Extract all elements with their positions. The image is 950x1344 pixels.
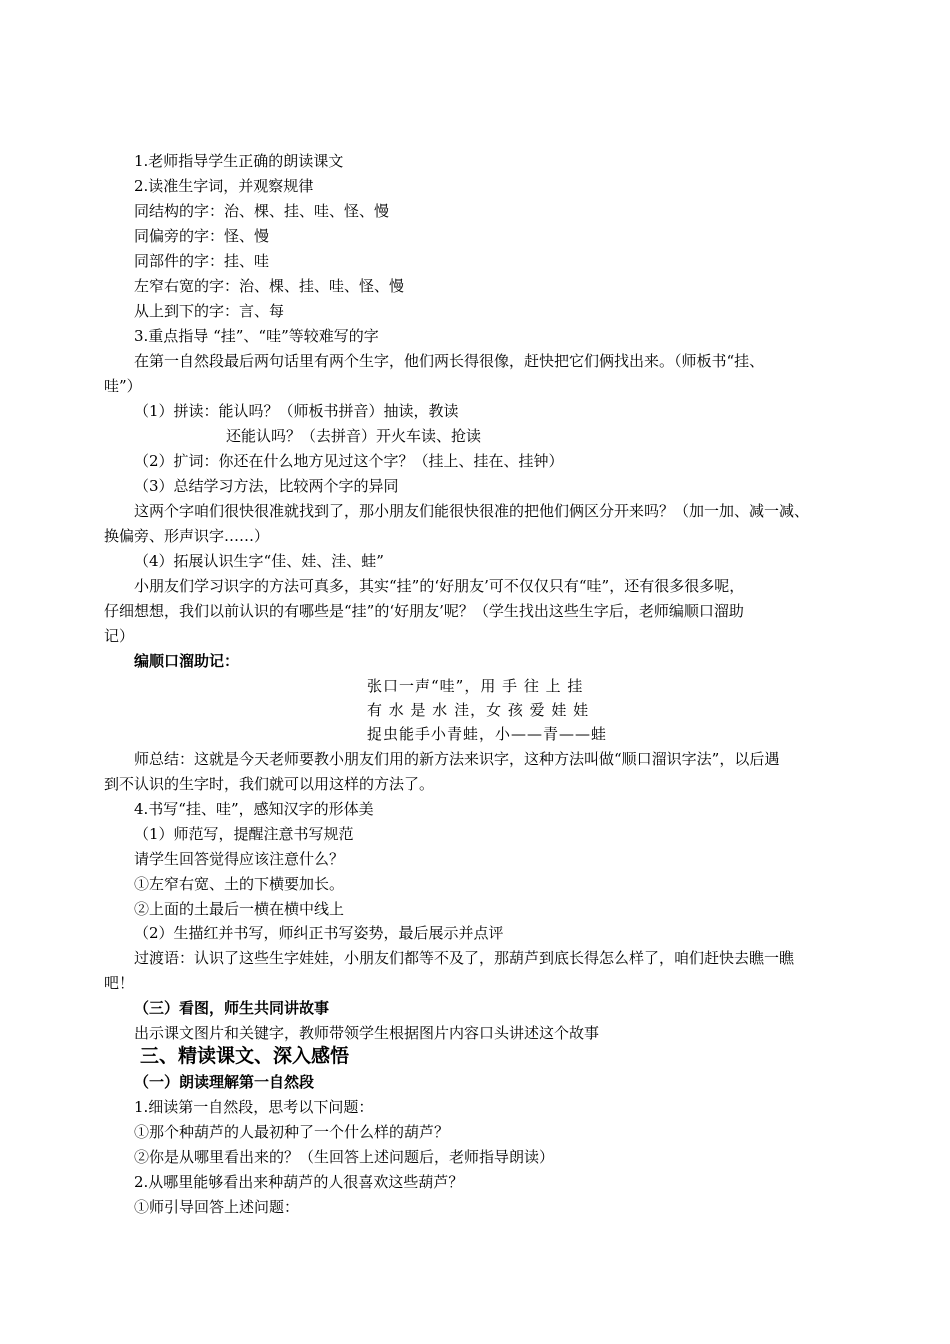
text-line: 4.书写“挂、哇”，感知汉字的形体美 — [134, 800, 374, 818]
text-line: 记） — [104, 627, 135, 645]
text-line: 2.读准生字词，并观察规律 — [134, 177, 314, 195]
rhyme-line: 张口一声“哇”，用 手 往 上 挂 — [367, 677, 584, 695]
text-line: 1.细读第一自然段，思考以下问题： — [134, 1098, 374, 1116]
text-line: 还能认吗？（去拼音）开火车读、抢读 — [226, 427, 482, 445]
text-line: 同部件的字：挂、哇 — [134, 252, 270, 270]
text-line: 师总结：这就是今天老师要教小朋友们用的新方法来识字，这种方法叫做“顺口溜识字法”，以后遇 — [134, 750, 780, 768]
text-line: 同偏旁的字：怪、慢 — [134, 227, 270, 245]
text-line: 换偏旁、形声识字……） — [104, 527, 270, 545]
text-line: 出示课文图片和关键字，教师带领学生根据图片内容口头讲述这个故事 — [134, 1024, 600, 1042]
text-line: ①师引导回答上述问题： — [134, 1198, 300, 1216]
text-line: （1）师范写，提醒注意书写规范 — [134, 825, 354, 843]
chapter-heading: 三、精读课文、深入感悟 — [140, 1045, 350, 1067]
text-line: 到不认识的生字时，我们就可以用这样的方法了。 — [104, 775, 435, 793]
text-line: 过渡语：认识了这些生字娃娃，小朋友们都等不及了，那葫芦到底长得怎么样了，咱们赶快去瞧一瞧 — [134, 949, 795, 967]
text-line: 吧！ — [104, 974, 135, 992]
section-heading: （一）朗读理解第一自然段 — [134, 1073, 315, 1091]
rhyme-line: 有 水 是 水 洼，女 孩 爱 娃 娃 — [367, 701, 590, 719]
text-line: 左窄右宽的字：治、棵、挂、哇、怪、慢 — [134, 277, 405, 295]
text-line: （2）生描红并书写，师纠正书写姿势，最后展示并点评 — [134, 924, 504, 942]
rhyme-heading: 编顺口溜助记： — [134, 652, 240, 670]
text-line: （3）总结学习方法，比较两个字的异同 — [134, 477, 399, 495]
text-line: 在第一自然段最后两句话里有两个生字，他们两长得很像，赶快把它们俩找出来。（师板书“挂、 — [134, 352, 765, 370]
text-line: 哇”） — [104, 377, 142, 395]
text-line: ①左窄右宽、土的下横要加长。 — [134, 875, 345, 893]
text-line: ①那个种葫芦的人最初种了一个什么样的葫芦？ — [134, 1123, 450, 1141]
text-line: 请学生回答觉得应该注意什么？ — [134, 850, 345, 868]
text-line: 同结构的字：治、棵、挂、哇、怪、慢 — [134, 202, 390, 220]
rhyme-line: 捉虫能手小青蛙，小——青——蛙 — [367, 725, 608, 743]
text-line: 3.重点指导 “挂”、“哇”等较难写的字 — [134, 327, 379, 345]
text-line: 仔细想想，我们以前认识的有哪些是“挂”的‘好朋友’呢？（学生找出这些生字后，老师编顺口溜助 — [104, 602, 744, 620]
section-heading: （三）看图，师生共同讲故事 — [134, 999, 330, 1017]
text-line: （4）拓展认识生字“佳、娃、洼、蛙” — [134, 552, 384, 570]
text-line: （2）扩词：你还在什么地方见过这个字？（挂上、挂在、挂钟） — [134, 452, 564, 470]
text-line: 小朋友们学习识字的方法可真多，其实“挂”的‘好朋友’可不仅仅只有“哇”，还有很多很多呢， — [134, 577, 745, 595]
text-line: 1.老师指导学生正确的朗读课文 — [134, 152, 344, 170]
text-line: 从上到下的字：言、每 — [134, 302, 285, 320]
text-line: ②上面的土最后一横在横中线上 — [134, 900, 345, 918]
text-line: 这两个字咱们很快很准就找到了，那小朋友们能很快很准的把他们俩区分开来吗？（加一加、减一减、 — [134, 502, 810, 520]
text-line: （1）拼读：能认吗？（师板书拼音）抽读，教读 — [134, 402, 459, 420]
text-line: 2.从哪里能够看出来种葫芦的人很喜欢这些葫芦？ — [134, 1173, 464, 1191]
text-line: ②你是从哪里看出来的？（生回答上述问题后，老师指导朗读） — [134, 1148, 555, 1166]
